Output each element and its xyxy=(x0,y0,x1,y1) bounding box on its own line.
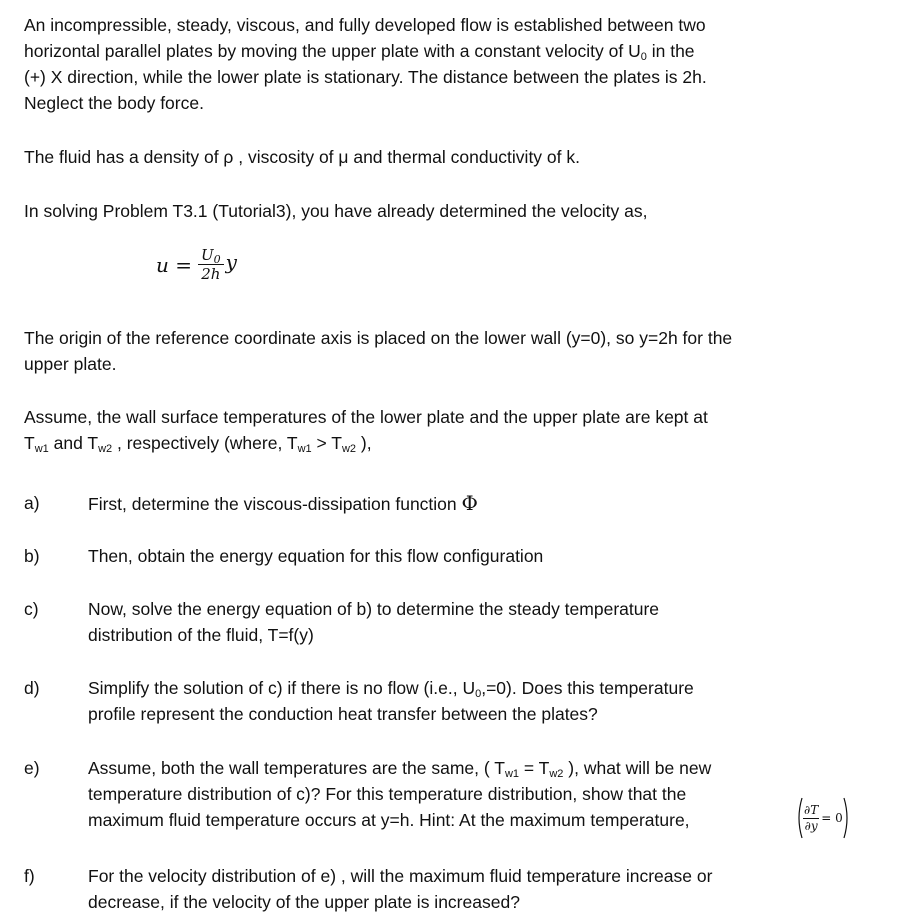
origin-line-2: upper plate. xyxy=(24,354,117,374)
intro-line-1: An incompressible, steady, viscous, and fully developed flow is established between two xyxy=(24,15,706,35)
hint-derivative xyxy=(795,797,851,839)
intro-line-3: (+) X direction, while the lower plate is stationary. The distance between the plates is 2h. xyxy=(24,67,707,87)
hint-numerator: ∂T xyxy=(804,802,819,817)
origin-line-1: The origin of the reference coordinate axis is placed on the lower wall (y=0), so y=2h for the xyxy=(24,328,733,348)
item-e-line-2: temperature distribution of c)? For this temperature distribution, show that the xyxy=(88,784,687,804)
velocity-denominator: 2h xyxy=(201,265,221,283)
item-c-line-2: distribution of the fluid, T=f(y) xyxy=(88,625,314,645)
w1-subscript-2: w1 xyxy=(297,443,312,455)
assume-greater: > T xyxy=(311,433,342,453)
item-f-line-2: decrease, if the velocity of the upper plate is increased? xyxy=(88,892,520,912)
item-e-line-1 xyxy=(88,755,711,781)
item-e-w2-sub: w2 xyxy=(549,768,564,780)
item-f-line-1: For the velocity distribution of e) , will the maximum fluid temperature increase or xyxy=(88,866,713,886)
intro-line-2 xyxy=(24,38,904,64)
tw1-letter: T xyxy=(24,433,35,453)
w1-subscript: w1 xyxy=(34,443,49,455)
item-d-line-1 xyxy=(88,675,694,701)
u0-subscript: 0 xyxy=(640,51,647,63)
assume-and: and T xyxy=(48,433,99,453)
item-e-text: Assume, both the wall temperatures are the same, ( T xyxy=(88,758,505,778)
item-c-line-1: Now, solve the energy equation of b) to determine the steady temperature xyxy=(88,599,660,619)
assume-line-2 xyxy=(24,430,904,456)
right-paren-icon xyxy=(843,797,851,839)
item-e-w1-sub: w1 xyxy=(504,768,520,780)
w2-subscript: w2 xyxy=(98,443,113,455)
item-e-line-3: maximum fluid temperature occurs at y=h. Hint: At the maximum temperature, xyxy=(88,810,690,830)
velocity-fraction xyxy=(198,246,224,283)
item-b-text: Then, obtain the energy equation for this flow configuration xyxy=(88,546,544,566)
item-b-label: b) xyxy=(24,546,40,566)
item-e-equals: = T xyxy=(519,758,550,778)
item-a-text xyxy=(88,490,478,517)
assume-end: ), xyxy=(356,433,372,453)
velocity-num-sub: 0 xyxy=(213,253,221,266)
phi-symbol: Φ xyxy=(461,491,478,515)
item-e-text-end: ), what will be new xyxy=(563,758,712,778)
velocity-lhs: u = xyxy=(156,252,192,277)
velocity-intro: In solving Problem T3.1 (Tutorial3), you have already determined the velocity as, xyxy=(24,201,648,221)
velocity-numerator xyxy=(198,246,224,265)
hint-equals-zero: = 0 xyxy=(821,811,843,825)
assume-line-1: Assume, the wall surface temperatures of the lower plate and the upper plate are kept at xyxy=(24,407,708,427)
hint-fraction xyxy=(803,803,819,834)
velocity-num-u: U xyxy=(201,246,214,264)
intro-line-2-end: in the xyxy=(646,41,695,61)
velocity-equation xyxy=(156,246,237,283)
item-c-label: c) xyxy=(24,599,39,619)
w2-subscript-2: w2 xyxy=(341,443,357,455)
assume-respectively: , respectively (where, T xyxy=(112,433,298,453)
item-a-body: First, determine the viscous-dissipation function xyxy=(88,494,457,514)
velocity-rhs: y xyxy=(225,249,237,274)
item-e-label: e) xyxy=(24,758,40,778)
item-f-label: f) xyxy=(24,866,35,886)
item-d-text: Simplify the solution of c) if there is no flow (i.e., U xyxy=(88,678,476,698)
item-d-line-2: profile represent the conduction heat transfer between the plates? xyxy=(88,704,598,724)
item-d-u0-sub: 0 xyxy=(475,688,482,700)
item-d-text-end: ,=0). Does this temperature xyxy=(481,678,694,698)
intro-line-4: Neglect the body force. xyxy=(24,93,204,113)
intro-line-2-text: horizontal parallel plates by moving the upper plate with a constant velocity of U xyxy=(24,41,641,61)
fluid-properties: The fluid has a density of ρ , viscosity of μ and thermal conductivity of k. xyxy=(24,147,580,167)
hint-denominator: ∂y xyxy=(804,818,818,833)
left-paren-icon xyxy=(795,797,803,839)
item-d-label: d) xyxy=(24,678,40,698)
item-a-label: a) xyxy=(24,493,40,513)
